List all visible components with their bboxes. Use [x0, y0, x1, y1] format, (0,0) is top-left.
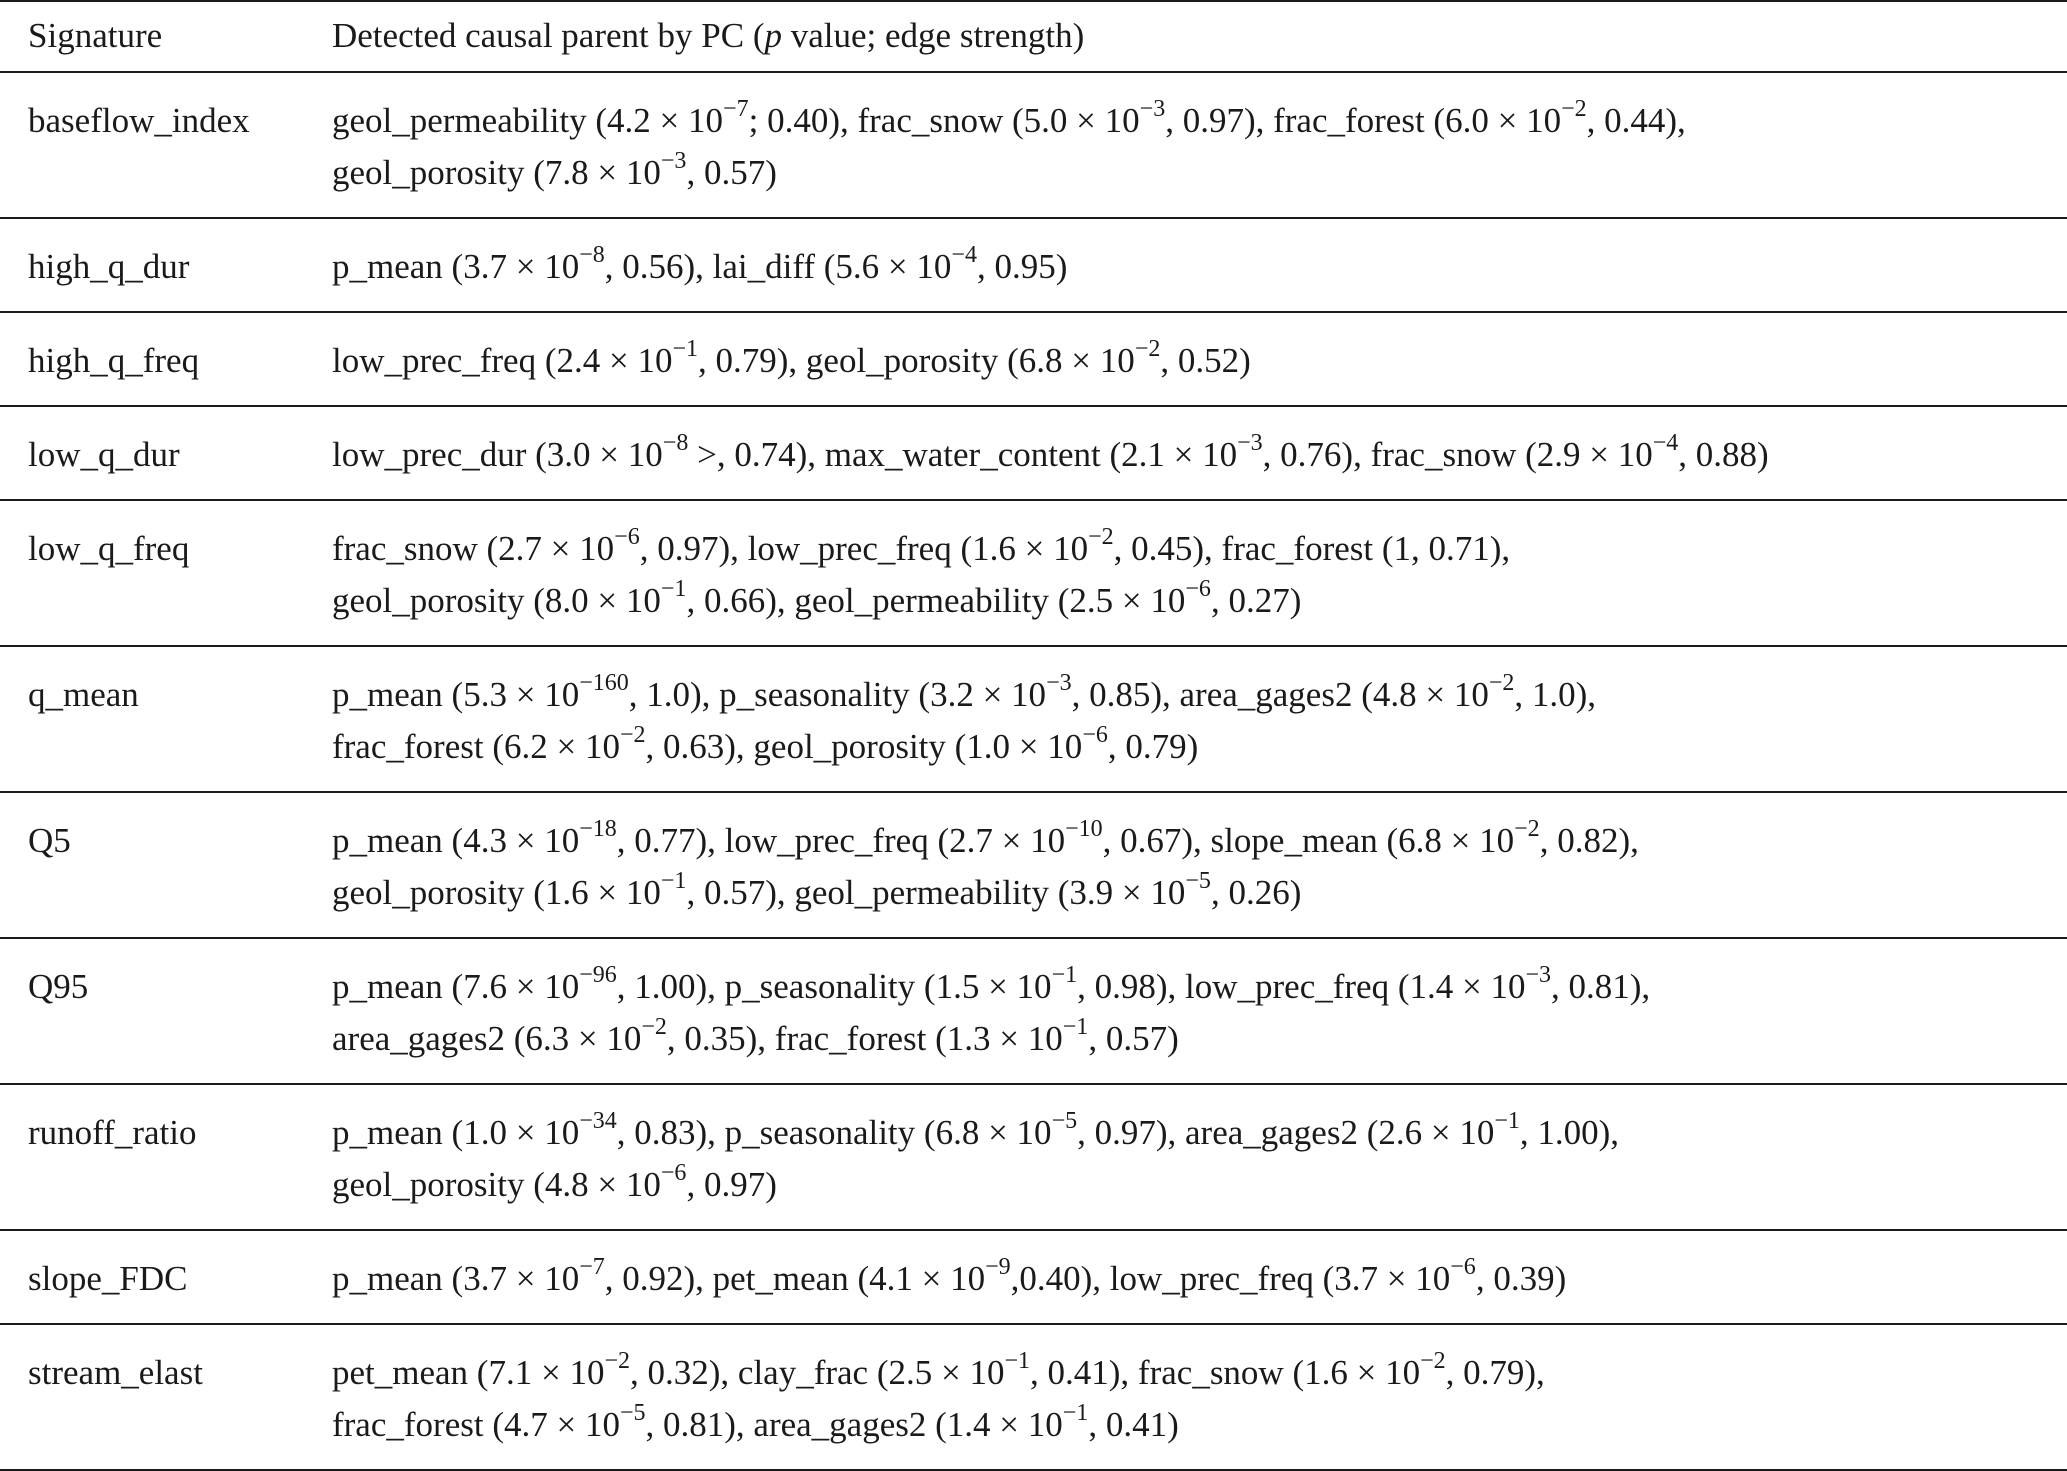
- parent-text: p_mean (7.6 × 10: [332, 967, 580, 1006]
- parent-text: , 0.66), geol_permeability (2.5 × 10: [686, 581, 1186, 620]
- exponent: −6: [1450, 1254, 1476, 1281]
- exponent: −2: [1561, 96, 1587, 123]
- causal-parents-line: [332, 335, 2067, 387]
- exponent: −2: [604, 1348, 630, 1375]
- parent-text: geol_porosity (4.8 × 10: [332, 1165, 661, 1204]
- signature-cell: high_q_freq: [28, 341, 200, 380]
- causal-parents-line: [332, 1399, 2067, 1451]
- causal-parents-cell: [330, 646, 2067, 792]
- signature-cell: high_q_dur: [28, 247, 190, 286]
- parent-text: , 0.82),: [1539, 821, 1639, 860]
- parent-text: low_prec_dur (3.0 × 10: [332, 435, 663, 474]
- table-row: [0, 1084, 2067, 1230]
- exponent: −3: [1525, 962, 1552, 989]
- parent-text: , 0.97): [686, 1165, 777, 1204]
- causal-parents-line: [332, 1013, 2067, 1065]
- parent-text: , 0.45), frac_forest (1, 0.71),: [1113, 529, 1511, 568]
- table-body: [0, 72, 2067, 1470]
- causal-parents-line: [332, 523, 2067, 575]
- signature-cell: low_q_freq: [28, 529, 190, 568]
- exponent: −2: [1088, 524, 1114, 551]
- exponent: −2: [1514, 816, 1540, 843]
- parent-text: , 0.27): [1210, 581, 1302, 620]
- causal-parents-line: [332, 575, 2067, 627]
- parent-text: frac_forest (4.7 × 10: [332, 1405, 620, 1444]
- exponent: −7: [579, 1254, 605, 1281]
- parent-text: , 0.44),: [1586, 101, 1686, 140]
- exponent: −1: [1051, 962, 1078, 989]
- parent-text: , 0.26): [1210, 873, 1302, 912]
- signature-cell: runoff_ratio: [28, 1113, 197, 1152]
- table-row: [0, 1324, 2067, 1470]
- parent-text: , 0.52): [1160, 341, 1251, 380]
- parent-text: , 0.76), frac_snow (2.9 × 10: [1262, 435, 1653, 474]
- signature-cell: q_mean: [28, 675, 139, 714]
- exponent: −1: [660, 576, 687, 603]
- parent-text: , 0.41): [1088, 1405, 1179, 1444]
- parent-text: , 0.77), low_prec_freq (2.7 × 10: [616, 821, 1066, 860]
- table-row: [0, 646, 2067, 792]
- table-header-row: [0, 1, 2067, 72]
- parent-text: geol_porosity (1.6 × 10: [332, 873, 661, 912]
- causal-parents-cell: [330, 1230, 2067, 1324]
- causal-parents-cell: [330, 1324, 2067, 1470]
- exponent: −1: [672, 336, 699, 363]
- causal-parents-cell: [330, 406, 2067, 500]
- parent-text: frac_snow (2.7 × 10: [332, 529, 615, 568]
- parent-text: , 0.57): [1088, 1019, 1179, 1058]
- exponent: −4: [1652, 430, 1679, 457]
- parent-text: , 0.81), area_gages2 (1.4 × 10: [645, 1405, 1063, 1444]
- causal-parents-line: [332, 1253, 2067, 1305]
- causal-parents-cell: [330, 792, 2067, 938]
- table-row: [0, 1230, 2067, 1324]
- exponent: −34: [579, 1108, 617, 1135]
- parent-text: , 0.97), area_gages2 (2.6 × 10: [1077, 1113, 1495, 1152]
- causal-parents-line: [332, 95, 2067, 147]
- exponent: −9: [985, 1254, 1011, 1281]
- exponent: −2: [619, 722, 646, 749]
- table-row: [0, 792, 2067, 938]
- exponent: −1: [1494, 1108, 1520, 1135]
- parent-text: area_gages2 (6.3 × 10: [332, 1019, 642, 1058]
- signature-cell: Q95: [28, 967, 89, 1006]
- parent-text: , 0.83), p_seasonality (6.8 × 10: [616, 1113, 1052, 1152]
- causal-parents-line: [332, 147, 2067, 199]
- header-p-variable: p: [764, 16, 782, 55]
- parent-text: , 0.92), pet_mean (4.1 × 10: [604, 1259, 986, 1298]
- exponent: −2: [1134, 336, 1161, 363]
- parent-text: , 1.00), p_seasonality (1.5 × 10: [616, 967, 1052, 1006]
- signature-cell: slope_FDC: [28, 1259, 188, 1298]
- causal-parents-cell: [330, 312, 2067, 406]
- parent-text: , 0.79),: [1445, 1353, 1545, 1392]
- exponent: −8: [662, 430, 689, 457]
- exponent: −3: [1237, 430, 1263, 457]
- table-row: [0, 72, 2067, 218]
- table-row: [0, 312, 2067, 406]
- parent-text: , 0.57), geol_permeability (3.9 × 10: [686, 873, 1186, 912]
- exponent: −8: [579, 242, 605, 269]
- causal-parents-cell: [330, 1084, 2067, 1230]
- signature-cell: stream_elast: [28, 1353, 203, 1392]
- parent-text: , 0.79): [1107, 727, 1199, 766]
- table-row: [0, 938, 2067, 1084]
- causal-parents-line: [332, 721, 2067, 773]
- parent-text: , 0.97), low_prec_freq (1.6 × 10: [639, 529, 1089, 568]
- parent-text: p_mean (1.0 × 10: [332, 1113, 580, 1152]
- exponent: −5: [1185, 868, 1211, 895]
- exponent: −6: [614, 524, 640, 551]
- exponent: −4: [951, 242, 977, 269]
- exponent: −2: [641, 1014, 667, 1041]
- causal-parents-line: [332, 961, 2067, 1013]
- header-causal-parent: [330, 1, 2067, 72]
- parent-text: , 0.56), lai_diff (5.6 × 10: [604, 247, 952, 286]
- signature-cell: low_q_dur: [28, 435, 180, 474]
- parent-text: , 0.81),: [1551, 967, 1651, 1006]
- causal-parents-line: [332, 815, 2067, 867]
- exponent: −5: [1051, 1108, 1078, 1135]
- parent-text: , 0.41), frac_snow (1.6 × 10: [1030, 1353, 1421, 1392]
- causal-parents-line: [332, 429, 2067, 481]
- parent-text: , 0.35), frac_forest (1.3 × 10: [666, 1019, 1063, 1058]
- causal-parents-line: [332, 1159, 2067, 1211]
- parent-text: geol_porosity (8.0 × 10: [332, 581, 661, 620]
- header-signature: Signature: [28, 16, 163, 55]
- exponent: −2: [1420, 1348, 1446, 1375]
- causal-parents-cell: [330, 500, 2067, 646]
- exponent: −1: [660, 868, 687, 895]
- table-row: [0, 500, 2067, 646]
- parent-text: , 1.0), p_seasonality (3.2 × 10: [628, 675, 1047, 714]
- exponent: −1: [1004, 1348, 1031, 1375]
- parent-text: ; 0.40), frac_snow (5.0 × 10: [748, 101, 1140, 140]
- exponent: −3: [1139, 96, 1166, 123]
- causal-parents-line: [332, 1107, 2067, 1159]
- causal-parents-cell: [330, 938, 2067, 1084]
- parent-text: p_mean (4.3 × 10: [332, 821, 580, 860]
- parent-text: , 0.85), area_gages2 (4.8 × 10: [1071, 675, 1489, 714]
- exponent: −160: [579, 670, 629, 697]
- exponent: −1: [1062, 1014, 1089, 1041]
- table-row: [0, 218, 2067, 312]
- exponent: −3: [1046, 670, 1072, 697]
- parent-text: , 0.39): [1475, 1259, 1567, 1298]
- causal-parents-cell: [330, 218, 2067, 312]
- table-row: [0, 406, 2067, 500]
- parent-text: , 0.88): [1678, 435, 1769, 474]
- parent-text: , 0.67), slope_mean (6.8 × 10: [1102, 821, 1515, 860]
- exponent: −18: [579, 816, 617, 843]
- parent-text: ,0.40), low_prec_freq (3.7 × 10: [1010, 1259, 1451, 1298]
- parent-text: geol_porosity (7.8 × 10: [332, 153, 661, 192]
- exponent: −3: [660, 148, 687, 175]
- signature-cell: baseflow_index: [28, 101, 250, 140]
- exponent: −10: [1065, 816, 1103, 843]
- parent-text: , 0.32), clay_frac (2.5 × 10: [630, 1353, 1005, 1392]
- exponent: −2: [1488, 670, 1515, 697]
- exponent: −6: [1185, 576, 1211, 603]
- signature-cell: Q5: [28, 821, 71, 860]
- parent-text: p_mean (5.3 × 10: [332, 675, 580, 714]
- causal-parents-line: [332, 867, 2067, 919]
- parent-text: p_mean (3.7 × 10: [332, 247, 580, 286]
- parent-text: p_mean (3.7 × 10: [332, 1259, 580, 1298]
- parent-text: , 0.95): [976, 247, 1068, 286]
- parent-text: , 0.98), low_prec_freq (1.4 × 10: [1077, 967, 1526, 1006]
- causal-parents-line: [332, 669, 2067, 721]
- parent-text: frac_forest (6.2 × 10: [332, 727, 620, 766]
- header-causal-parent-post: value; edge strength): [781, 16, 1085, 55]
- parent-text: , 1.0),: [1514, 675, 1597, 714]
- parent-text: , 0.97), frac_forest (6.0 × 10: [1165, 101, 1562, 140]
- causal-parents-cell: [330, 72, 2067, 218]
- parent-text: , 0.57): [686, 153, 777, 192]
- exponent: −7: [723, 96, 749, 123]
- header-causal-parent-pre: Detected causal parent by PC (: [332, 16, 765, 55]
- parent-text: geol_permeability (4.2 × 10: [332, 101, 724, 140]
- parent-text: , 0.79), geol_porosity (6.8 × 10: [698, 341, 1135, 380]
- exponent: −1: [1062, 1400, 1089, 1427]
- parent-text: >, 0.74), max_water_content (2.1 × 10: [688, 435, 1238, 474]
- exponent: −6: [660, 1160, 687, 1187]
- exponent: −96: [579, 962, 617, 989]
- parent-text: low_prec_freq (2.4 × 10: [332, 341, 673, 380]
- parent-text: pet_mean (7.1 × 10: [332, 1353, 605, 1392]
- exponent: −6: [1082, 722, 1108, 749]
- exponent: −5: [619, 1400, 646, 1427]
- causal-parents-line: [332, 241, 2067, 293]
- parent-text: , 0.63), geol_porosity (1.0 × 10: [645, 727, 1083, 766]
- parent-text: , 1.00),: [1519, 1113, 1620, 1152]
- causal-parents-line: [332, 1347, 2067, 1399]
